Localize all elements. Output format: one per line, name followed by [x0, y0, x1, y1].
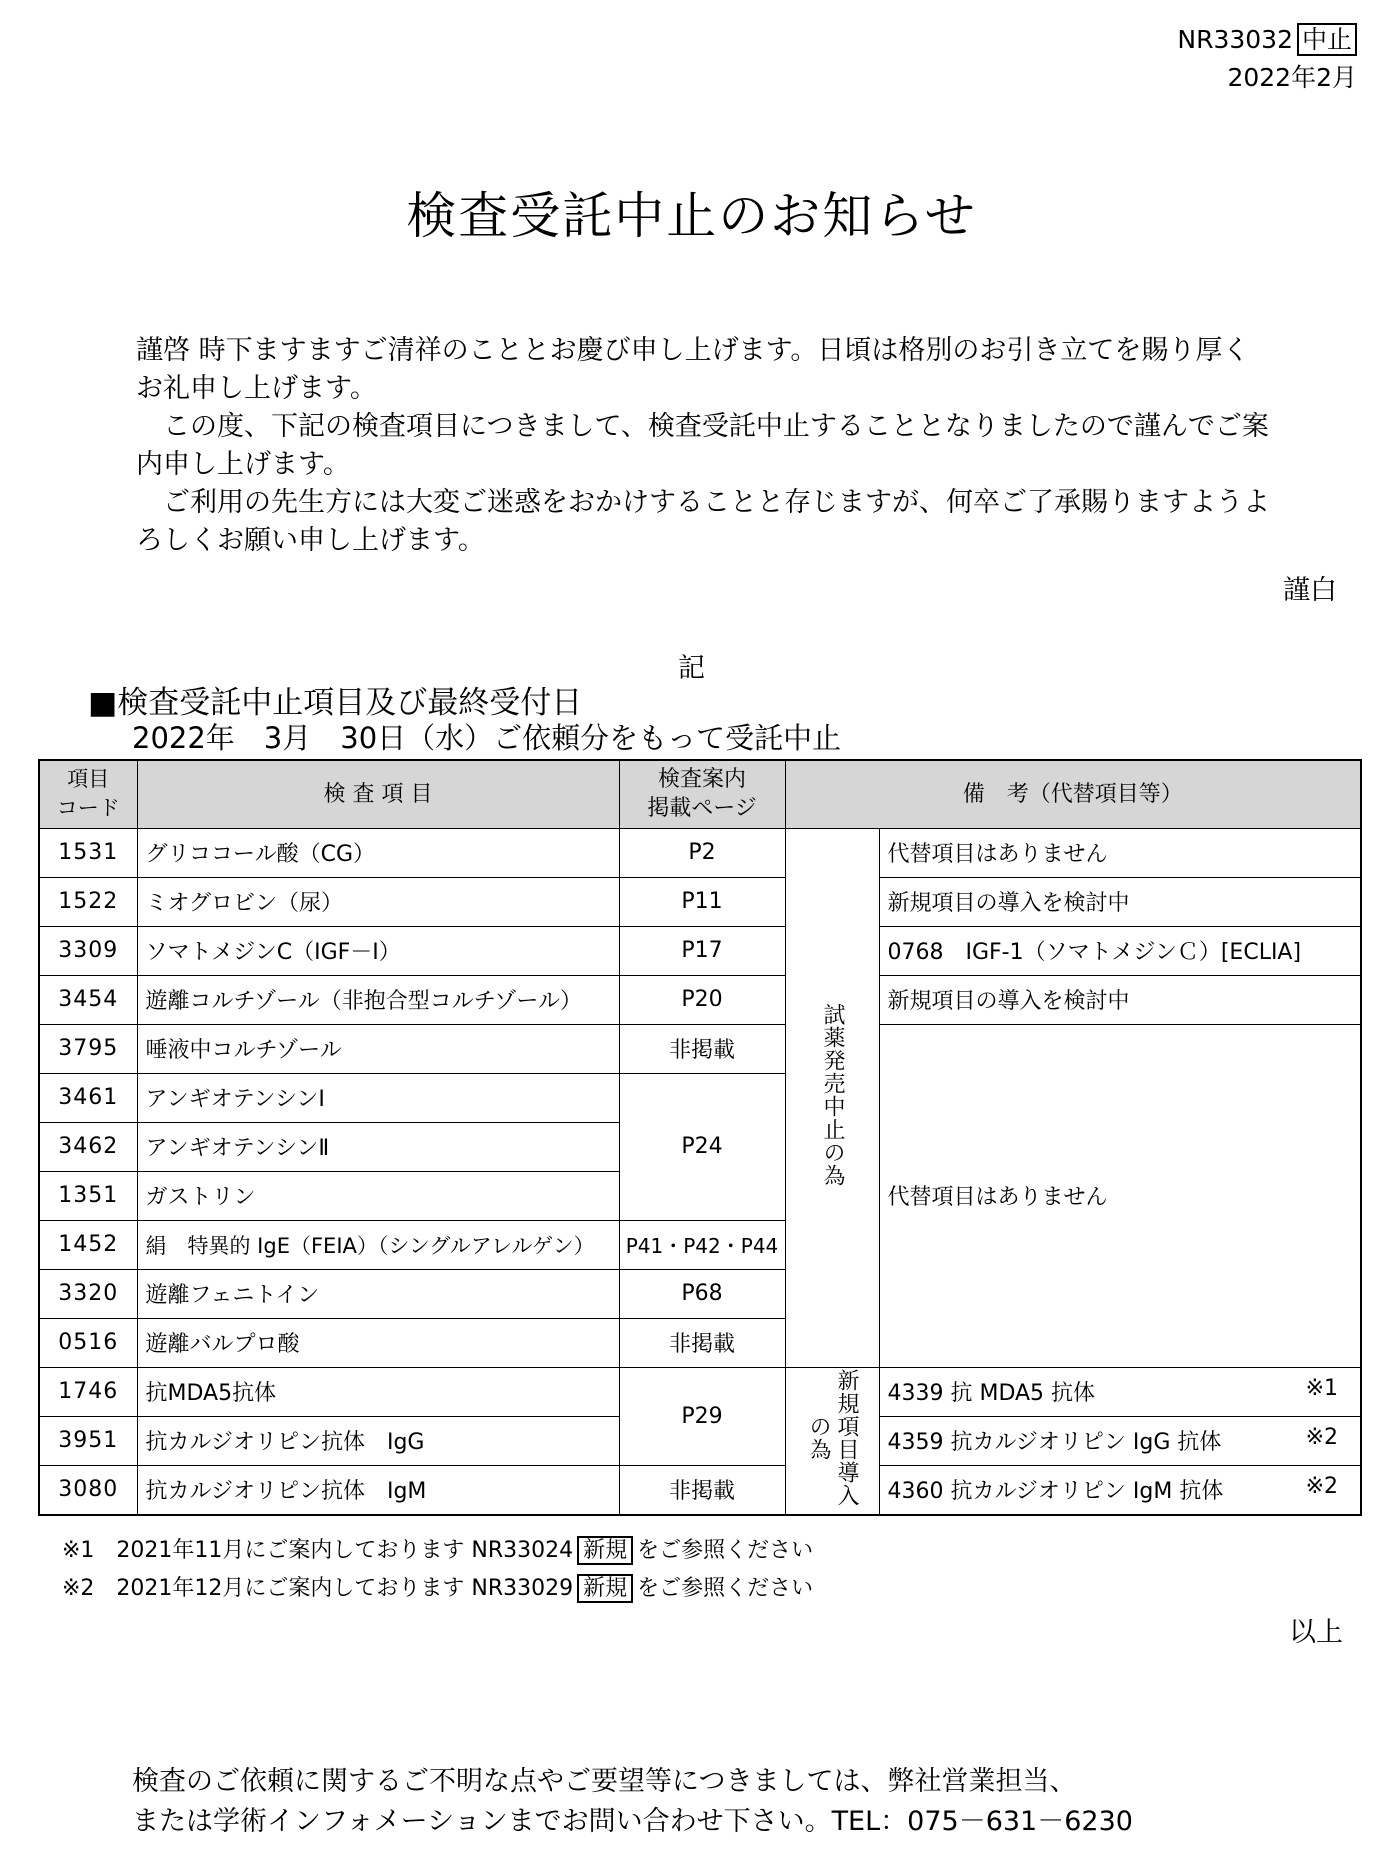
item-name: ソマトメジンC（IGF－Ⅰ） [137, 926, 619, 975]
footnote-text: ※1 2021年11月にご案内しております NR33024 [62, 1538, 574, 1563]
item-code: 3951 [39, 1416, 137, 1465]
footnote-text: ※2 2021年12月にご案内しております NR33029 [62, 1576, 574, 1601]
item-remark: 0768 IGF-1（ソマトメジンＣ）[ECLIA] [879, 926, 1361, 975]
remark-text: 4339 抗 MDA5 抗体 [887, 1381, 1096, 1406]
page-title: 検査受託中止のお知らせ [406, 187, 977, 245]
table-row [39, 1367, 1361, 1416]
item-page: P11 [619, 877, 785, 926]
item-code: 3080 [39, 1465, 137, 1515]
item-remark: 新規項目の導入を検討中 [879, 877, 1361, 926]
item-code: 3309 [39, 926, 137, 975]
body-paragraph: この度、下記の検査項目につきまして、検査受託中止することとなりましたので謹んでご案内申し上げます。 [136, 411, 1269, 480]
document-date: 2022年2月 [1227, 63, 1357, 92]
item-remark [879, 1367, 1361, 1416]
table-row [39, 975, 1361, 1024]
item-code: 1351 [39, 1171, 137, 1220]
body-paragraph: ご利用の先生方には大変ご迷惑をおかけすることと存じますが、何卒ご了承賜りますようよろしくお願い申し上げます。 [136, 487, 1270, 556]
reason-text: 新規項目導入の為 [806, 1368, 859, 1507]
item-code: 1522 [39, 877, 137, 926]
item-code: 3795 [39, 1024, 137, 1073]
body-paragraph: 謹啓 時下ますますご清祥のこととお慶び申し上げます。日頃は格別のお引き立てを賜り厚くお礼申し上げます。 [136, 335, 1250, 404]
item-page: P41・P42・P44 [619, 1220, 785, 1269]
remark-text: 4359 抗カルジオリピン IgG 抗体 [887, 1430, 1222, 1455]
item-name: グリココール酸（CG） [137, 828, 619, 877]
item-code: 1452 [39, 1220, 137, 1269]
section-heading: ■検査受託中止項目及び最終受付日 [88, 685, 583, 721]
table-row [39, 877, 1361, 926]
item-page: P17 [619, 926, 785, 975]
item-page: P68 [619, 1269, 785, 1318]
item-name: アンギオテンシンⅠ [137, 1073, 619, 1122]
item-remark: 新規項目の導入を検討中 [879, 975, 1361, 1024]
table-row [39, 926, 1361, 975]
closing-word: 謹白 [1283, 575, 1337, 606]
footnote-text: をご参照ください [637, 1576, 814, 1601]
contact-line: 検査のご依頼に関するご不明な点やご要望等につきましては、弊社営業担当、 [132, 1766, 1077, 1797]
item-page: P20 [619, 975, 785, 1024]
item-page: 非掲載 [619, 1318, 785, 1367]
item-page: P24 [619, 1073, 785, 1220]
footnote-mark: ※1 [1305, 1376, 1339, 1401]
item-name: 遊離バルプロ酸 [137, 1318, 619, 1367]
item-name: 抗MDA5抗体 [137, 1367, 619, 1416]
header-code: 項目 コード [39, 760, 137, 828]
letter-body [136, 332, 1276, 560]
item-name: 唾液中コルチゾール [137, 1024, 619, 1073]
table-row [39, 1024, 1361, 1073]
ijo-end-marker: 以上 [1289, 1617, 1343, 1648]
item-code: 3461 [39, 1073, 137, 1122]
item-code: 3320 [39, 1269, 137, 1318]
footnote-mark: ※2 [1305, 1474, 1339, 1499]
item-page: P2 [619, 828, 785, 877]
item-page: 非掲載 [619, 1024, 785, 1073]
item-name: ミオグロビン（尿） [137, 877, 619, 926]
item-page: 非掲載 [619, 1465, 785, 1515]
item-remark: 代替項目はありません [879, 1024, 1361, 1367]
header-page: 検査案内 掲載ページ [619, 760, 785, 828]
contact-info [132, 1762, 1133, 1842]
deadline-text: 2022年 3月 30日（水）ご依頼分をもって受託中止 [132, 721, 842, 755]
footnote-text: をご参照ください [637, 1538, 814, 1563]
item-page: P29 [619, 1367, 785, 1465]
document-status-badge: 中止 [1297, 23, 1357, 56]
item-name: 絹 特異的 IgE（FEIA）（シングルアレルゲン） [137, 1220, 619, 1269]
contact-line: または学術インフォメーションまでお問い合わせ下さい。TEL：075－631－6230 [132, 1806, 1133, 1837]
table-header-row [39, 760, 1361, 828]
item-name: 遊離コルチゾール（非抱合型コルチゾール） [137, 975, 619, 1024]
document-number [1177, 24, 1357, 56]
item-name: 遊離フェニトイン [137, 1269, 619, 1318]
reason-cell [785, 1367, 879, 1515]
ki-marker: 記 [678, 653, 705, 684]
item-name: アンギオテンシンⅡ [137, 1122, 619, 1171]
reason-text: 試薬発売中止の為 [820, 1002, 845, 1187]
item-name: ガストリン [137, 1171, 619, 1220]
header-item: 検 査 項 目 [137, 760, 619, 828]
footnote-mark: ※2 [1305, 1425, 1339, 1450]
item-remark [879, 1416, 1361, 1465]
remark-text: 4360 抗カルジオリピン IgM 抗体 [887, 1479, 1224, 1504]
item-remark: 代替項目はありません [879, 828, 1361, 877]
item-code: 1531 [39, 828, 137, 877]
document-number-code: NR33032 [1177, 25, 1293, 54]
table-row [39, 1465, 1361, 1515]
item-name: 抗カルジオリピン抗体 IgG [137, 1416, 619, 1465]
footnote-2 [62, 1574, 813, 1604]
footnote-1 [62, 1536, 813, 1566]
item-code: 1746 [39, 1367, 137, 1416]
item-name: 抗カルジオリピン抗体 IgM [137, 1465, 619, 1515]
item-code: 3462 [39, 1122, 137, 1171]
item-remark [879, 1465, 1361, 1515]
table-row [39, 828, 1361, 877]
new-tag-badge: 新規 [577, 1574, 633, 1603]
item-code: 0516 [39, 1318, 137, 1367]
reason-cell [785, 828, 879, 1367]
discontinued-items-table [38, 759, 1362, 1516]
header-remarks: 備 考（代替項目等） [785, 760, 1361, 828]
item-code: 3454 [39, 975, 137, 1024]
new-tag-badge: 新規 [577, 1536, 633, 1565]
